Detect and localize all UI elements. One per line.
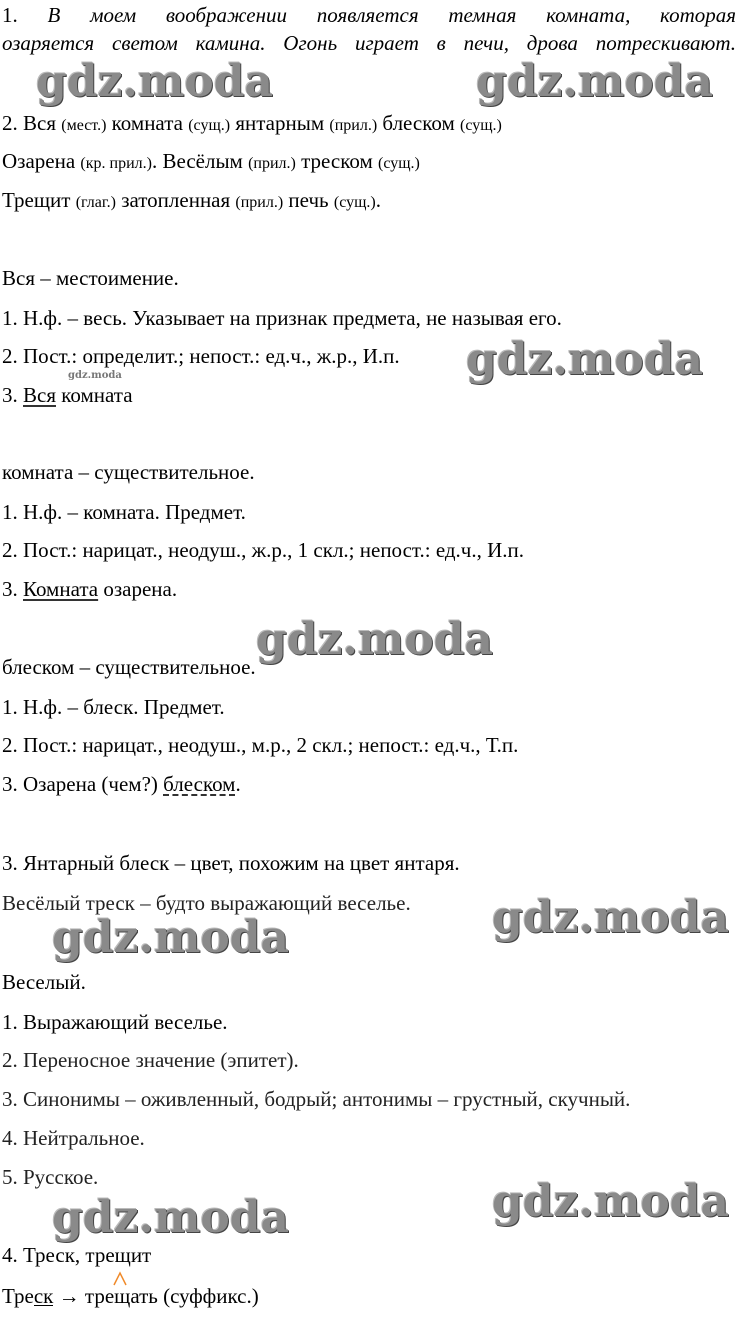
- veselyi-heading: Веселый.: [2, 970, 86, 994]
- vsya-point-2: 2. Пост.: определит.; непост.: ед.ч., ж.р., И.п.: [2, 344, 400, 368]
- watermark: gdz.moda: [466, 334, 704, 385]
- bleskom-point-3: 3. Озарена (чем?) блеском.: [2, 772, 241, 796]
- task2-line3: Трещит (глаг.) затопленная (прил.) печь (сущ.).: [2, 188, 381, 212]
- veselyi-point-2: 2. Переносное значение (эпитет).: [2, 1048, 299, 1072]
- veselyi-point-4: 4. Нейтральное.: [2, 1126, 145, 1150]
- watermark: gdz.moda: [36, 56, 274, 107]
- veselyi-point-3: 3. Синонимы – оживленный, бодрый; антонимы – грустный, скучный.: [2, 1087, 631, 1111]
- bleskom-point-1: 1. Н.ф. – блеск. Предмет.: [2, 695, 225, 719]
- task1-line2: озаряется светом камина. Огонь играет в печи, дрова потрескивают.: [2, 31, 736, 55]
- veselyi-point-1: 1. Выражающий веселье.: [2, 1010, 228, 1034]
- vsya-point-3: 3. Вся комната: [2, 383, 133, 407]
- komnata-point-1: 1. Н.ф. – комната. Предмет.: [2, 500, 246, 524]
- task3-line1: 3. Янтарный блеск – цвет, похожим на цвет янтаря.: [2, 851, 460, 875]
- komnata-heading: комната – существительное.: [2, 460, 255, 484]
- veselyi-point-5: 5. Русское.: [2, 1165, 99, 1189]
- alternation-mark: щ: [114, 1283, 130, 1309]
- watermark: gdz.moda: [256, 614, 494, 665]
- watermark: gdz.moda: [492, 1176, 730, 1227]
- watermark: gdz.moda: [476, 56, 714, 107]
- watermark: gdz.moda: [52, 912, 290, 963]
- task2-line2: Озарена (кр. прил.). Весёлым (прил.) треском (сущ.): [2, 149, 420, 173]
- komnata-point-2: 2. Пост.: нарицат., неодуш., ж.р., 1 скл.; непост.: ед.ч., И.п.: [2, 538, 525, 562]
- morpheme-root-mark: ск: [33, 1284, 54, 1308]
- vsya-point-1: 1. Н.ф. – весь. Указывает на признак предмета, не называя его.: [2, 306, 562, 330]
- task1-line1: 1. В моем воображении появляется темная комната, которая: [2, 3, 737, 27]
- task2-line1: 2. Вся (мест.) комната (сущ.) янтарным (прил.) блеском (сущ.): [2, 111, 502, 135]
- task3-line2: Весёлый треск – будто выражающий веселье.: [2, 891, 411, 915]
- watermark-small: gdz.moda: [68, 370, 122, 381]
- caret-mark-icon: [113, 1271, 127, 1287]
- task4-line2: Треск → тре щать (суффикс.): [2, 1283, 259, 1309]
- watermark: gdz.moda: [492, 892, 730, 943]
- bleskom-point-2: 2. Пост.: нарицат., неодуш., м.р., 2 скл.; непост.: ед.ч., Т.п.: [2, 733, 519, 757]
- vsya-heading: Вся – местоимение.: [2, 266, 179, 290]
- task4-line1: 4. Треск, трещит: [2, 1243, 152, 1267]
- bleskom-heading: блеском – существительное.: [2, 655, 256, 679]
- komnata-point-3: 3. Комната озарена.: [2, 577, 178, 601]
- watermark: gdz.moda: [52, 1192, 290, 1243]
